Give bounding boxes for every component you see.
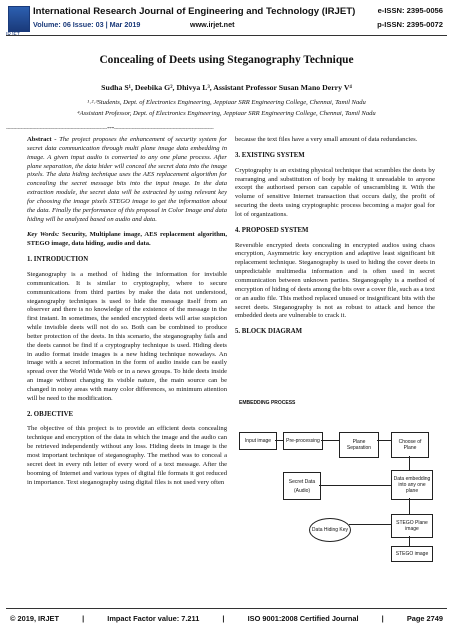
arrow	[319, 485, 391, 486]
proposed-text: Reversible encrypted deets concealing in encrypted audios using chaos encryption, Asymmetric key encryption and adaptive least significant bit replacement technique. Steganography is used to hiding the cover deets in unpredictable multimedia information and is often used in secret communication between unknown parties. Steganography is a method of encryption of hiding of deets among the bits over a cover file, such as a text or an audio file. This method replaced unused or insignificant bits with the secret deets. Steganography is not as robust to attack and hence the embedded deets are vulnerable to crack it.	[235, 241, 435, 320]
footer-iso: ISO 9001:2008 Certified Journal	[247, 614, 359, 623]
affiliation-students: ¹˒²˒³Students, Dept. of Electronics Engineering, Jeppiaar SRR Engineering College, Chennai, Tamil Nadu	[87, 99, 366, 106]
page-footer	[10, 614, 443, 623]
arrow	[349, 524, 391, 525]
footer-sep: |	[381, 614, 384, 623]
section-heading-objective: 2. OBJECTIVE	[27, 410, 74, 418]
secret-data-label: Secret Data	[288, 478, 316, 485]
arrow	[409, 498, 410, 514]
box-plane-separation: Plane Separation	[339, 432, 379, 458]
footer-copyright: © 2019, IRJET	[10, 614, 59, 623]
paper-authors: Sudha S¹, Deebika G², Dhivya L³, Assistant Professor Susan Mano Derry V⁴	[101, 83, 352, 92]
footer-sep: |	[82, 614, 85, 623]
section-separator: ---------------------------------------------------------------------***--------------------------------------------------------------------	[6, 127, 214, 132]
box-data-hiding-key: Data Hiding Key	[309, 518, 351, 542]
left-column	[27, 136, 227, 494]
abstract	[27, 136, 227, 224]
section-heading-block-diagram: 5. BLOCK DIAGRAM	[235, 328, 303, 336]
footer-divider	[6, 608, 447, 609]
audio-label: (Audio)	[293, 487, 311, 494]
box-stego-plane: STEGO Plane image	[391, 514, 433, 538]
objective-text: The objective of this project is to provide an efficient deets concealing technique and encryption of the data in which the image and the audio can be retrieved independently without any loss. Hiding deets in image is the most important technique of steganography. The method was to conceal a secret deet in every nth letter of every word of a text message. After the booming of Internet and various types of digital file formats it got reduced in importance. Text steganography using digital files is not used very often	[27, 425, 227, 486]
existing-text: Cryptography is an existing physical technique that scrambles the deets by rearranging and substitution of body by making it unreadable to anyone except the authorised person can capable of unscrambling it. With the volume of sensitive Internet transaction that occurs daily, the profit of securing the deets using cryptographic process becoming a major goal for lot of organizations.	[235, 166, 435, 218]
journal-pissn: p-ISSN: 2395-0072	[377, 20, 443, 29]
right-column	[235, 136, 435, 343]
journal-title: International Research Journal of Engineering and Technology (IRJET)	[33, 6, 356, 17]
box-secret-data	[283, 472, 321, 500]
paper-title: Concealing of Deets using Steganography Technique	[99, 54, 354, 66]
diagram-heading: EMBEDDING PROCESS	[239, 400, 296, 406]
abstract-text: The project proposes the enhancement of security system for secret data communication through multi plane image data embedding in image. A given input audio is converted to any one plane process. After plane separation, the data hider will conceal the secret data into the image pixels. The data hiding technique uses the AES replacement algorithm for concealing the secret message bits into the input image. In the data extraction module, the secret data will be extracted by using relevant key for choosing the image pixels STEGO image to get the information about the data. Finally the performance of this proposal in Color Image and data hiding will be analyzed based on audio and data.	[27, 136, 227, 223]
section-heading-proposed: 4. PROPOSED SYSTEM	[235, 226, 309, 234]
footer-impact-factor: Impact Factor value: 7.211	[107, 614, 200, 623]
footer-sep: |	[222, 614, 225, 623]
footer-page-number: Page 2749	[406, 614, 443, 623]
keywords-label: Key Words:	[27, 231, 60, 239]
header-divider	[6, 35, 447, 36]
section-heading-existing: 3. EXISTING SYSTEM	[235, 151, 305, 159]
arrow	[409, 456, 410, 470]
section-heading-introduction: 1. INTRODUCTION	[27, 256, 89, 264]
journal-logo	[8, 6, 30, 32]
journal-header	[0, 0, 453, 38]
arrow	[321, 440, 339, 441]
affiliation-professor: ⁴Assistant Professor, Dept. of Electronics Engineering, Jeppiaar SRR Engineering College, Chennai, Tamil Nadu	[77, 110, 376, 117]
box-choose-plane: Choose of Plane	[391, 432, 429, 458]
journal-volume: Volume: 06 Issue: 03 | Mar 2019	[33, 20, 141, 29]
journal-website[interactable]: www.irjet.net	[190, 20, 235, 29]
journal-eissn: e-ISSN: 2395-0056	[377, 6, 443, 15]
arrow	[275, 440, 283, 441]
arrow	[409, 536, 410, 546]
block-diagram	[237, 400, 442, 572]
box-stego-image: STEGO image	[391, 546, 433, 562]
box-data-embedding: Data embedding into any one plane	[391, 470, 433, 500]
box-input-image: Input image	[239, 432, 277, 450]
abstract-label: Abstract -	[27, 136, 57, 143]
introduction-text: Steganography is a method of hiding the information for invisible communication. It is similar to cryptography, where to secure communications from third parties by make the data not understood, steganography techniques is used to hide the message itself from an observer and there is no knowledge of the existence of the message in the first instant. In sometimes, the sended encrypted deets will arise suspicion while invisible deets will not do so. Both can be combined to produce better protection of the deets. In this scenario, the steganography fails and the deets cannot be find if a cryptography technique is used. Hiding deets in audio format inside images is a new hiding technique nowadays. An image with a secret information in the form of audio inside can be easily spread over the World Wide Web or in a news groups. To hide deets inside an image without changing its visible nature, the main source can be changed in noisy areas with many color differences, so minimum attention will be need to the modification.	[27, 270, 227, 402]
continued-text: because the text files have a very small amount of data redundancies.	[235, 136, 418, 143]
keywords	[27, 231, 227, 249]
keywords-text: Security, Multiplane image, AES replacement algorithm, STEGO image, data hiding, audio and data.	[27, 231, 228, 248]
arrow	[377, 440, 391, 441]
box-preprocessing: Pre-processing	[283, 432, 323, 450]
